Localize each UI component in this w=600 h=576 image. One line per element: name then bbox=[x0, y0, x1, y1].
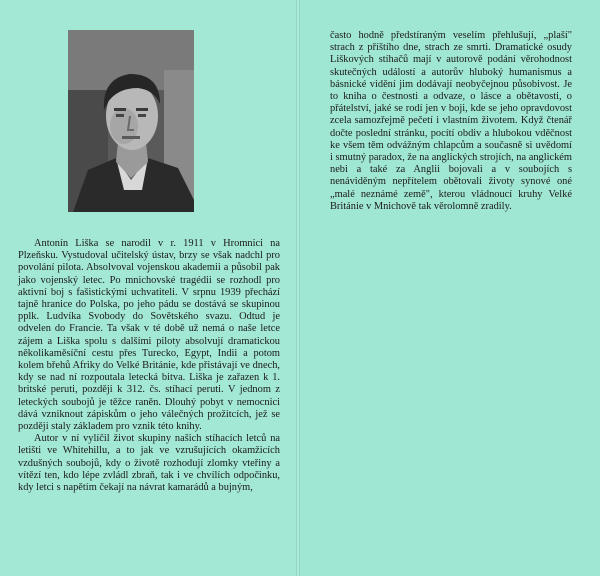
author-portrait-photo bbox=[68, 30, 194, 212]
paragraph-biography: Antonín Liška se narodil v r. 1911 v Hromnici na Plzeňsku. Vystudoval učitelský ústav, brzy se však nadchl pro povolání pilota. Absolvoval vojenskou akademii a působil pak jako vojenský letec. Po mnichovské tragédii se rozhodl pro aktivní boj s fašistickými uchvatiteli. V srpnu 1939 přechází tajně hranice do Polska, po jeho pádu se dostává se skupinou pplk. Ludvíka Svobody do Sovětského svazu. Odtud je odvelen do Francie. Ta však v té době už nemá o naše letce zájem a Liška spolu s dalšími piloty absolvují dramatickou několikaměsíční cestu přes Turecko, Egypt, Indii a potom kolem břehů Afriky do Velké Británie, kde přistávají ve dnech, kdy se nad ní rozpoutala letecká bitva. Liška je zařazen k 1. britské peruti, později k 312. čs. stíhací peruti. V jednom z leteckých soubojů je těžce raněn. Dlouhý pobyt v nemocnici dává vzniknout zápiskům o jeho válečných prožitcích, jež se později staly základem pro vznik této knihy. bbox=[18, 238, 280, 433]
left-page-text bbox=[18, 238, 280, 494]
right-page-text bbox=[330, 30, 572, 213]
portrait-image bbox=[68, 30, 194, 212]
right-page bbox=[300, 0, 600, 576]
paragraph-book-summary-continued: často hodně předstíraným veselím přehlušují, „plaší" strach z příštího dne, strach ze smrti. Dramatické osudy Liškových stíhačů mají v autorově podání věrohodnost skutečných událostí a autorův hluboký humanismus a básnické vidění jim dodávají neobyčejnou působivost. Je to kniha o čestnosti a odvaze, o lásce a obětavosti, o přátelství, jaké se rodí jen v boji, kde se jeho opravdovost zcela samozřejmě pečetí i vlastním životem. Když čtenář dočte poslední stránku, pocítí obdiv a hlubokou vděčnost ke všem těm odvážným chlapcům a současně si uvědomí i smutný paradox, že na anglických strojích, na anglickém nebi a také za Anglii bojovali a v soubojích s nenáviděným nepřítelem obětovali životy synové oné „malé neznámé země", kterou vládnoucí kruhy Velké Británie v Mnichově tak věrolomně zradily. bbox=[330, 30, 572, 212]
left-page bbox=[0, 0, 296, 576]
paragraph-book-summary-start: Autor v ní vylíčil život skupiny našich stíhacích letců na letišti ve Whitehillu, a to jak ve vzrušujících okamžicích vzdušných soubojů, kdy o životě rozhodují zlomky vteřiny a vítězí ten, kdo lépe zvládl zbraň, tak i ve chvílích odpočinku, kdy letci s napětím čekají na návrat kamarádů a bujným, bbox=[18, 433, 280, 494]
